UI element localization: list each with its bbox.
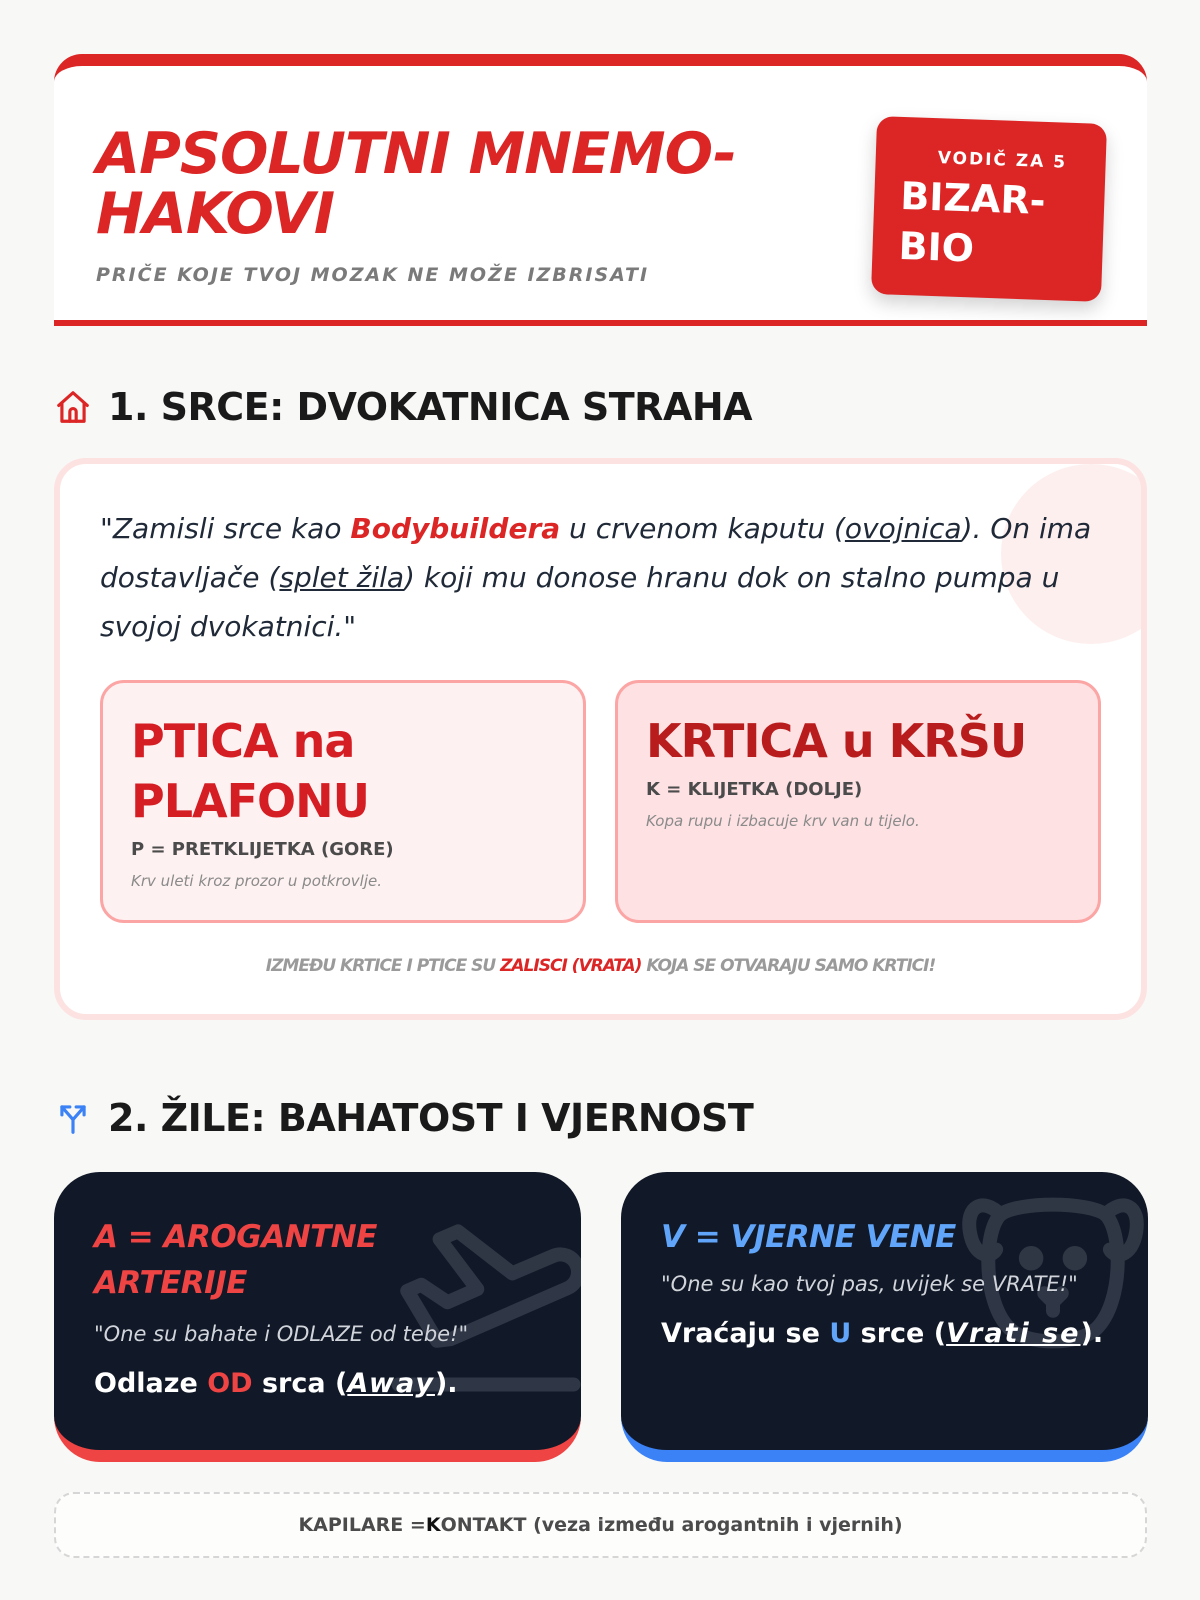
ventricle-card	[615, 680, 1101, 923]
heart-quote: "Zamisli srce kao Bodybuildera u crvenom kaputu (ovojnica). On ima dostavljače (splet žila) koji mu donose hranu dok on stalno pumpa u svojoj dvokatnici."	[100, 512, 1092, 643]
atrium-label: P = PRETKLIJETKA (GORE)	[131, 839, 394, 860]
arteries-card	[54, 1172, 581, 1462]
badge-big-text: BIZAR-BIO	[897, 173, 1047, 271]
veins-quote: "One su kao tvoj pas, uvijek se VRATE!"	[661, 1272, 1078, 1296]
veins-card	[621, 1172, 1148, 1462]
heart-card	[54, 458, 1147, 1020]
section2-title: 2. ŽILE: BAHATOST I VJERNOST	[108, 1096, 754, 1140]
valves-note: IZMEĐU KRTICE I PTICE SU ZALISCI (VRATA) KOJA SE OTVARAJU SAMO KRTICI!	[265, 956, 936, 976]
section1-title: 1. SRCE: DVOKATNICA STRAHA	[108, 385, 753, 429]
atrium-desc: Krv uleti kroz prozor u potkrovlje.	[131, 872, 382, 890]
section1-heading	[54, 385, 752, 429]
header-card	[54, 54, 1147, 326]
home-icon	[54, 388, 92, 426]
veins-mnemonic: Vraćaju se U srce (Vrati se).	[661, 1318, 1104, 1349]
arteries-mnemonic: Odlaze OD srca (Away).	[94, 1368, 458, 1399]
page-title: APSOLUTNI MNEMO-HAKOVI	[96, 121, 736, 247]
arteries-title: A = AROGANTNE ARTERIJE	[94, 1219, 377, 1301]
capillaries-box: KAPILARE = K ONTAKT (veza između arogantnih i vjernih)	[54, 1492, 1147, 1558]
ventricle-title: KRTICA u KRŠU	[646, 714, 1027, 768]
section2-heading	[54, 1096, 753, 1140]
atrium-title: PTICA na PLAFONU	[131, 714, 370, 828]
atrium-card	[100, 680, 586, 923]
veins-title: V = VJERNE VENE	[661, 1219, 956, 1255]
arteries-quote: "One su bahate i ODLAZE od tebe!"	[94, 1322, 469, 1346]
ventricle-label: K = KLIJETKA (DOLJE)	[646, 779, 863, 800]
arrows-split-icon	[54, 1099, 92, 1137]
ventricle-desc: Kopa rupu i izbacuje krv van u tijelo.	[646, 812, 920, 830]
guide-badge	[871, 116, 1107, 302]
badge-small-text: VODIČ ZA 5	[937, 148, 1068, 173]
page-subtitle: PRIČE KOJE TVOJ MOZAK NE MOŽE IZBRISATI	[96, 264, 650, 286]
